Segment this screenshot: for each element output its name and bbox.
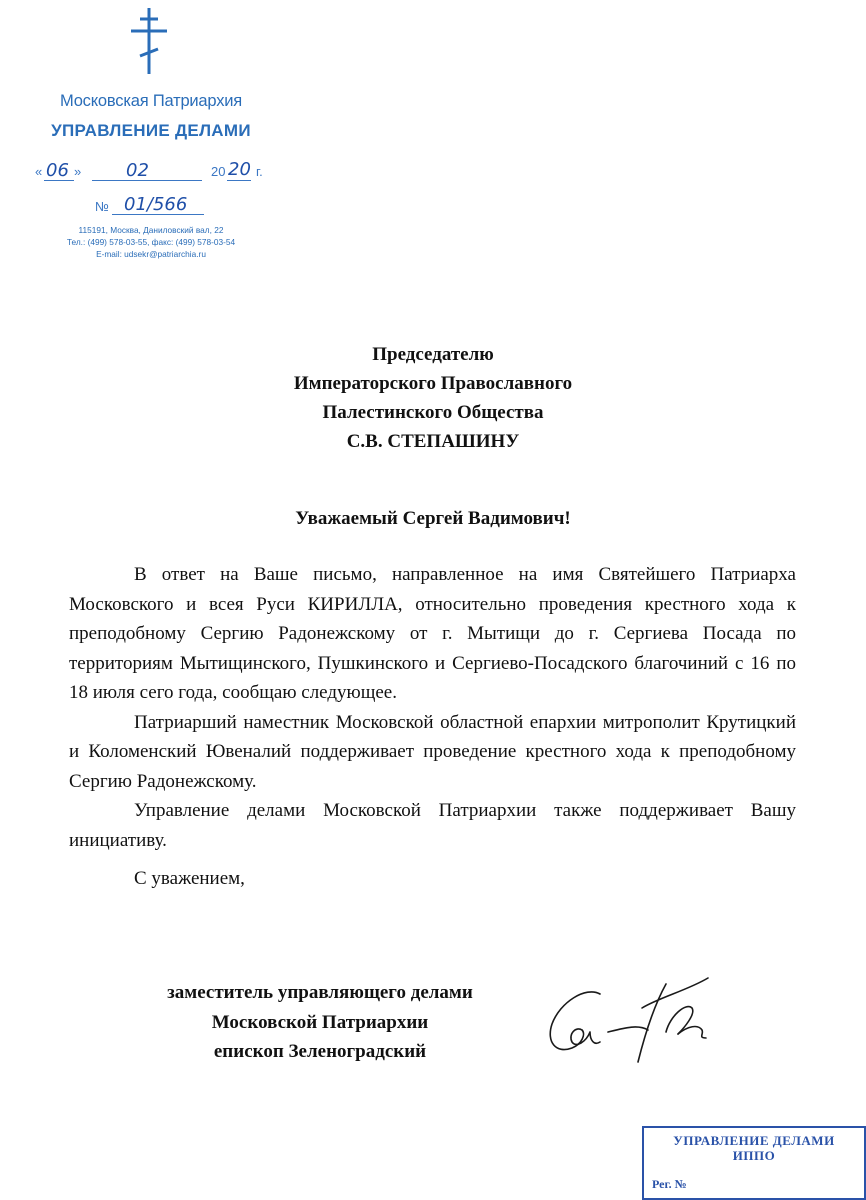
date-day: 06	[46, 160, 69, 181]
date-month: 02	[126, 160, 149, 181]
signatory-line: Московской Патриархии	[211, 1011, 429, 1033]
addressee-line: Палестинского Общества	[322, 402, 544, 423]
body-paragraph: Управление делами Московской Патриархии также поддерживает Вашу инициативу.	[69, 800, 796, 851]
day-underline	[44, 180, 74, 181]
org-name: Московская Патриархия	[59, 92, 243, 110]
stamp-reg-label: Рег. №	[652, 1177, 687, 1191]
month-underline	[92, 180, 202, 181]
number-label: №	[95, 199, 109, 214]
addressee-block	[200, 340, 666, 456]
phones: Тел.: (499) 578-03-55, факс: (499) 578-03-54	[66, 237, 236, 247]
salutation: Уважаемый Сергей Вадимович!	[295, 508, 571, 529]
body-paragraph: Патриарший наместник Московской областной епархии митрополит Крутицкий и Коломенский Ювеналий поддерживает проведение крестного хода к преподобному Сергию Радонежскому.	[69, 711, 796, 792]
stamp-title	[644, 1133, 864, 1163]
letterhead	[0, 0, 300, 270]
number-value: 01/566	[124, 194, 188, 215]
date-year-mark: г.	[256, 164, 263, 179]
registration-stamp	[642, 1126, 866, 1200]
closing: С уважением,	[134, 868, 245, 889]
date-year-prefix: 20	[211, 164, 226, 179]
signatory-line: епископ Зеленоградский	[213, 1041, 427, 1062]
date-close-quote: »	[74, 164, 82, 179]
addressee-line: Председателю	[372, 344, 494, 365]
address: 115191, Москва, Даниловский вал, 22	[78, 225, 224, 235]
date-year-suffix: 20	[228, 159, 251, 180]
body-paragraph: В ответ на Ваше письмо, направленное на имя Святейшего Патриарха Московского и всея Руси КИРИЛЛА, относительно проведения крестного хода к преподобному Сергию Радонежскому от г. Мытищи до г. Сергиева Посада по территориям Мытищинского, Пушкинского и Сергиево-Посадского благочиний с 16 по 18 июля сего года, сообщаю следующее.	[69, 564, 796, 703]
stamp-title-line: ИППО	[732, 1148, 776, 1163]
outgoing-number	[0, 194, 300, 218]
addressee-name: С.В. СТЕПАШИНУ	[346, 431, 520, 452]
signatory-block	[120, 978, 520, 1067]
stamp-title-line: УПРАВЛЕНИЕ ДЕЛАМИ	[673, 1133, 835, 1148]
signature-icon	[538, 972, 728, 1068]
number-underline	[112, 214, 204, 215]
email: E-mail: udsekr@patriarchia.ru	[96, 249, 206, 259]
orthodox-cross-icon	[127, 6, 171, 76]
signatory-line: заместитель управляющего делами	[167, 982, 473, 1003]
year-underline	[227, 180, 251, 181]
date-open-quote: «	[35, 164, 43, 179]
letter-body	[69, 560, 796, 855]
org-department: УПРАВЛЕНИЕ ДЕЛАМИ	[51, 121, 251, 140]
letter-date	[0, 160, 300, 186]
contact-info	[20, 224, 282, 260]
addressee-line: Императорского Православного	[293, 373, 573, 394]
